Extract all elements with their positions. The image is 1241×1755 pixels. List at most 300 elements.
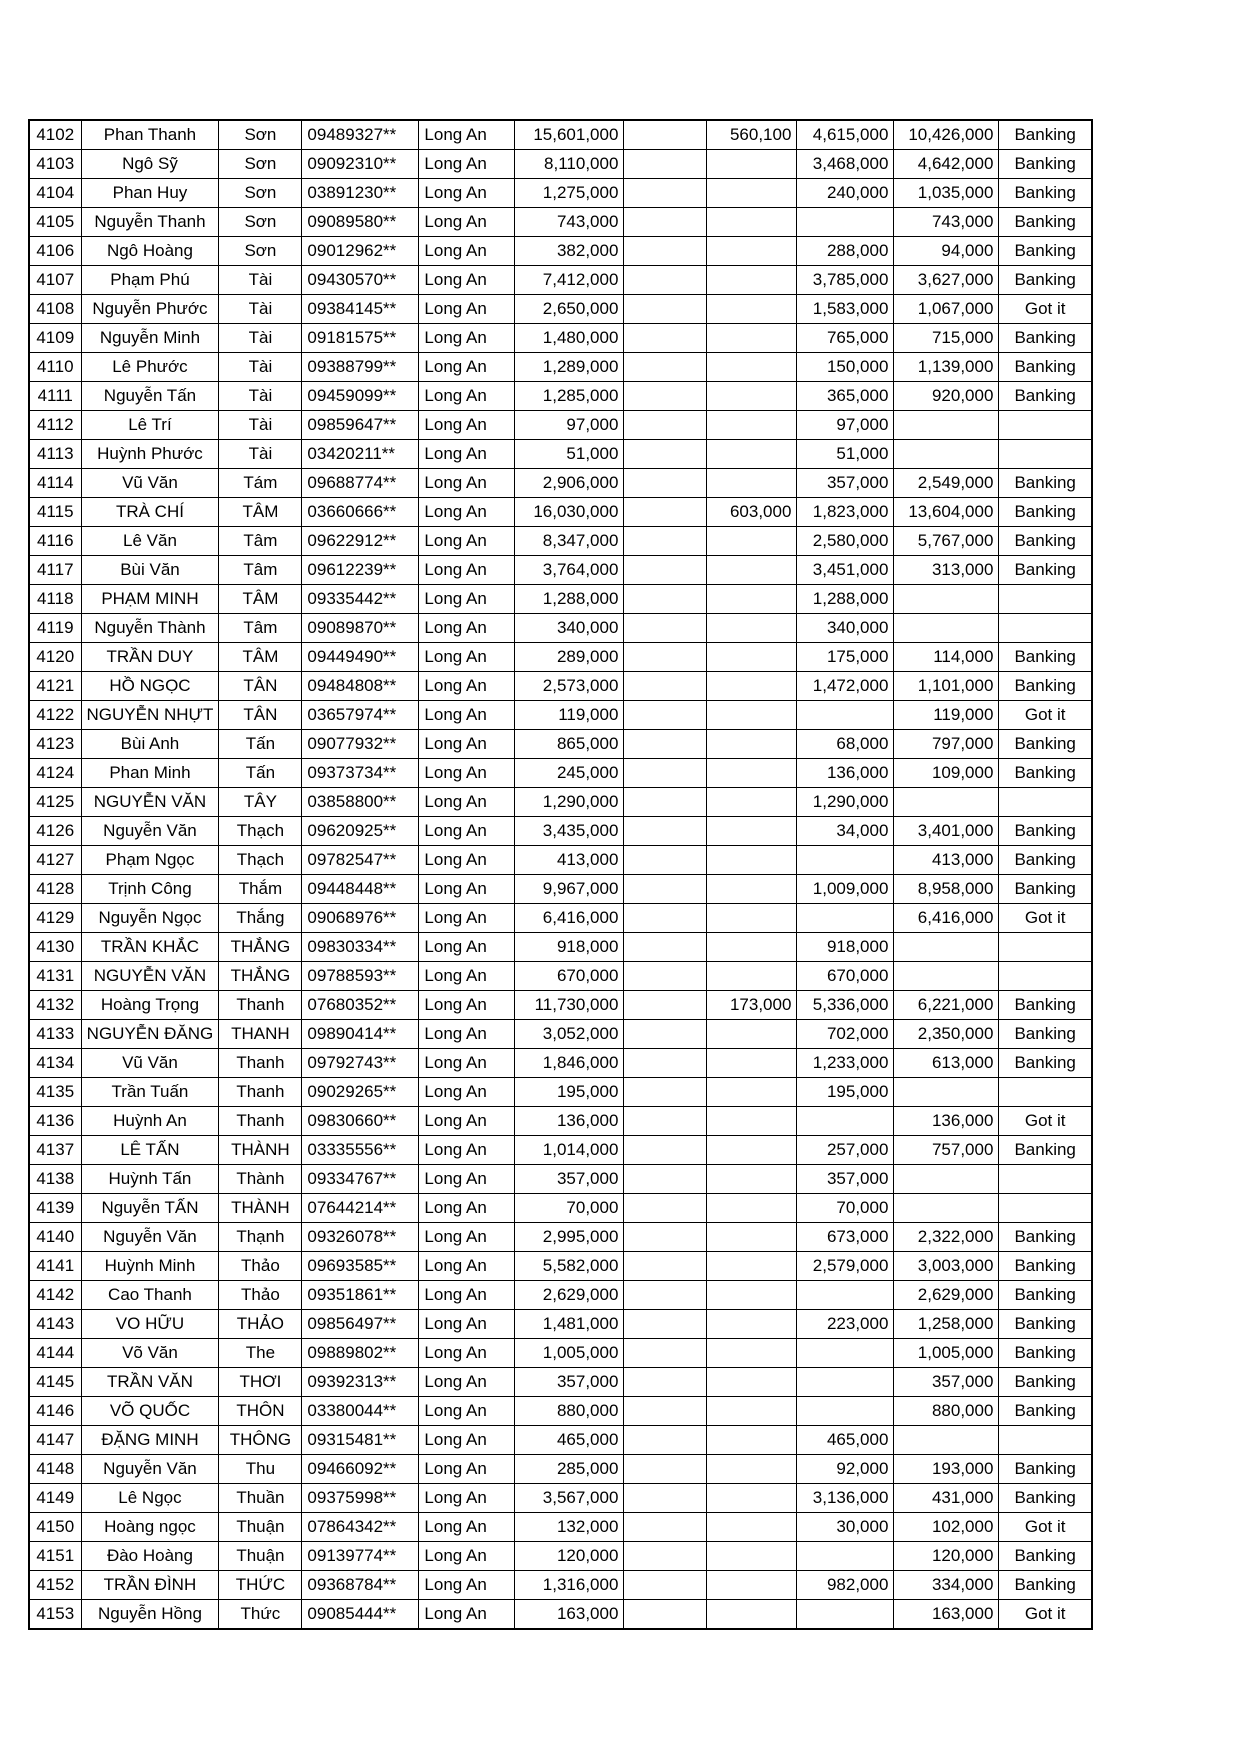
province-cell: Long An [419,846,515,875]
province-cell: Long An [419,1136,515,1165]
phone-cell: 09085444** [302,1600,419,1630]
amount-col-9-cell: 288,000 [797,237,894,266]
first-name-cell: Sơn [219,237,302,266]
total-amount-cell: 120,000 [515,1542,624,1571]
amount-col-7-cell [624,585,707,614]
amount-col-10-cell: 3,401,000 [894,817,999,846]
row-id-cell: 4110 [29,353,81,382]
amount-col-7-cell [624,1397,707,1426]
amount-col-7-cell [624,237,707,266]
amount-col-9-cell: 92,000 [797,1455,894,1484]
amount-col-10-cell [894,440,999,469]
first-name-cell: Thanh [219,1049,302,1078]
row-id-cell: 4151 [29,1542,81,1571]
province-cell: Long An [419,991,515,1020]
amount-col-10-cell: 797,000 [894,730,999,759]
amount-col-7-cell [624,1455,707,1484]
payment-method-cell: Banking [999,1223,1092,1252]
last-name-cell: Võ Văn [81,1339,219,1368]
amount-col-8-cell [707,933,797,962]
total-amount-cell: 1,480,000 [515,324,624,353]
amount-col-7-cell [624,1542,707,1571]
phone-cell: 09466092** [302,1455,419,1484]
total-amount-cell: 1,289,000 [515,353,624,382]
amount-col-10-cell: 10,426,000 [894,120,999,150]
table-row [29,875,1092,904]
amount-col-10-cell: 114,000 [894,643,999,672]
amount-col-9-cell: 765,000 [797,324,894,353]
payment-method-cell: Banking [999,469,1092,498]
phone-cell: 09384145** [302,295,419,324]
amount-col-10-cell: 757,000 [894,1136,999,1165]
amount-col-10-cell: 880,000 [894,1397,999,1426]
amount-col-8-cell [707,1339,797,1368]
row-id-cell: 4141 [29,1252,81,1281]
payment-method-cell: Got it [999,904,1092,933]
total-amount-cell: 9,967,000 [515,875,624,904]
total-amount-cell: 245,000 [515,759,624,788]
province-cell: Long An [419,701,515,730]
total-amount-cell: 163,000 [515,1600,624,1630]
phone-cell: 09830660** [302,1107,419,1136]
total-amount-cell: 2,573,000 [515,672,624,701]
payment-method-cell: Banking [999,266,1092,295]
amount-col-10-cell: 4,642,000 [894,150,999,179]
amount-col-10-cell: 3,627,000 [894,266,999,295]
first-name-cell: Thuận [219,1542,302,1571]
amount-col-9-cell: 2,580,000 [797,527,894,556]
row-id-cell: 4132 [29,991,81,1020]
amount-col-10-cell: 13,604,000 [894,498,999,527]
phone-cell: 09430570** [302,266,419,295]
amount-col-7-cell [624,353,707,382]
province-cell: Long An [419,1455,515,1484]
amount-col-8-cell [707,208,797,237]
amount-col-10-cell: 413,000 [894,846,999,875]
payment-method-cell: Banking [999,875,1092,904]
last-name-cell: Phạm Ngọc [81,846,219,875]
amount-col-7-cell [624,1049,707,1078]
amount-col-8-cell [707,1049,797,1078]
amount-col-10-cell: 1,067,000 [894,295,999,324]
last-name-cell: Nguyễn TẤN [81,1194,219,1223]
amount-col-7-cell [624,1020,707,1049]
table-row [29,1426,1092,1455]
table-row [29,730,1092,759]
amount-col-10-cell: 8,958,000 [894,875,999,904]
amount-col-9-cell: 240,000 [797,179,894,208]
total-amount-cell: 2,629,000 [515,1281,624,1310]
table-row [29,1542,1092,1571]
amount-col-10-cell: 2,350,000 [894,1020,999,1049]
province-cell: Long An [419,1368,515,1397]
last-name-cell: Bùi Văn [81,556,219,585]
last-name-cell: TRÀ CHÍ [81,498,219,527]
table-row [29,701,1092,730]
amount-col-10-cell: 6,221,000 [894,991,999,1020]
first-name-cell: Tâm [219,614,302,643]
total-amount-cell: 1,288,000 [515,585,624,614]
last-name-cell: Huỳnh An [81,1107,219,1136]
total-amount-cell: 1,285,000 [515,382,624,411]
amount-col-9-cell: 3,468,000 [797,150,894,179]
table-row [29,179,1092,208]
province-cell: Long An [419,614,515,643]
total-amount-cell: 880,000 [515,1397,624,1426]
amount-col-8-cell [707,1165,797,1194]
amount-col-9-cell: 4,615,000 [797,120,894,150]
amount-col-9-cell: 673,000 [797,1223,894,1252]
first-name-cell: THẮNG [219,933,302,962]
table-row [29,962,1092,991]
last-name-cell: Huỳnh Minh [81,1252,219,1281]
payment-method-cell [999,1194,1092,1223]
table-row [29,1310,1092,1339]
amount-col-10-cell: 743,000 [894,208,999,237]
payment-method-cell: Banking [999,1397,1092,1426]
phone-cell: 03660666** [302,498,419,527]
row-id-cell: 4128 [29,875,81,904]
amount-col-8-cell [707,527,797,556]
phone-cell: 09373734** [302,759,419,788]
row-id-cell: 4144 [29,1339,81,1368]
amount-col-10-cell: 357,000 [894,1368,999,1397]
row-id-cell: 4130 [29,933,81,962]
last-name-cell: NGUYỄN NHỰT [81,701,219,730]
last-name-cell: Nguyễn Thanh [81,208,219,237]
amount-col-7-cell [624,701,707,730]
province-cell: Long An [419,933,515,962]
payment-method-cell: Banking [999,643,1092,672]
table-row [29,1484,1092,1513]
amount-col-9-cell: 1,472,000 [797,672,894,701]
amount-col-9-cell: 2,579,000 [797,1252,894,1281]
row-id-cell: 4107 [29,266,81,295]
amount-col-9-cell: 34,000 [797,817,894,846]
total-amount-cell: 6,416,000 [515,904,624,933]
amount-col-9-cell: 3,451,000 [797,556,894,585]
amount-col-8-cell [707,846,797,875]
amount-col-9-cell: 70,000 [797,1194,894,1223]
row-id-cell: 4133 [29,1020,81,1049]
amount-col-8-cell [707,440,797,469]
amount-col-10-cell: 613,000 [894,1049,999,1078]
amount-col-7-cell [624,730,707,759]
amount-col-7-cell [624,150,707,179]
payment-method-cell: Banking [999,1136,1092,1165]
last-name-cell: NGUYỄN ĐĂNG [81,1020,219,1049]
amount-col-10-cell [894,962,999,991]
first-name-cell: Thạch [219,846,302,875]
province-cell: Long An [419,237,515,266]
amount-col-9-cell: 30,000 [797,1513,894,1542]
last-name-cell: Nguyễn Minh [81,324,219,353]
row-id-cell: 4105 [29,208,81,237]
payment-method-cell: Banking [999,1252,1092,1281]
row-id-cell: 4122 [29,701,81,730]
amount-col-8-cell: 603,000 [707,498,797,527]
province-cell: Long An [419,179,515,208]
province-cell: Long An [419,1020,515,1049]
phone-cell: 09856497** [302,1310,419,1339]
amount-col-10-cell: 163,000 [894,1600,999,1630]
payment-method-cell: Banking [999,759,1092,788]
amount-col-9-cell [797,904,894,933]
province-cell: Long An [419,295,515,324]
table-row [29,1281,1092,1310]
last-name-cell: HỒ NGỌC [81,672,219,701]
row-id-cell: 4111 [29,382,81,411]
amount-col-7-cell [624,846,707,875]
last-name-cell: Vũ Văn [81,469,219,498]
payment-method-cell: Banking [999,1571,1092,1600]
total-amount-cell: 1,275,000 [515,179,624,208]
amount-col-10-cell: 119,000 [894,701,999,730]
first-name-cell: Tài [219,440,302,469]
total-amount-cell: 8,110,000 [515,150,624,179]
amount-col-7-cell [624,614,707,643]
phone-cell: 09351861** [302,1281,419,1310]
first-name-cell: THẮNG [219,962,302,991]
amount-col-7-cell [624,1223,707,1252]
first-name-cell: Thu [219,1455,302,1484]
province-cell: Long An [419,1542,515,1571]
amount-col-7-cell [624,556,707,585]
amount-col-7-cell [624,1078,707,1107]
province-cell: Long An [419,817,515,846]
payment-method-cell: Banking [999,179,1092,208]
province-cell: Long An [419,875,515,904]
amount-col-8-cell [707,1310,797,1339]
first-name-cell: Thảo [219,1281,302,1310]
table-row [29,150,1092,179]
row-id-cell: 4115 [29,498,81,527]
payment-table [28,119,1093,1630]
amount-col-9-cell: 465,000 [797,1426,894,1455]
amount-col-8-cell: 560,100 [707,120,797,150]
total-amount-cell: 3,052,000 [515,1020,624,1049]
phone-cell: 03891230** [302,179,419,208]
payment-method-cell: Got it [999,295,1092,324]
total-amount-cell: 70,000 [515,1194,624,1223]
payment-method-cell [999,962,1092,991]
last-name-cell: Lê Phước [81,353,219,382]
amount-col-8-cell [707,1020,797,1049]
total-amount-cell: 865,000 [515,730,624,759]
amount-col-7-cell [624,1368,707,1397]
amount-col-10-cell: 2,629,000 [894,1281,999,1310]
first-name-cell: Thanh [219,991,302,1020]
amount-col-9-cell [797,1339,894,1368]
table-row [29,991,1092,1020]
amount-col-9-cell: 150,000 [797,353,894,382]
first-name-cell: Sơn [219,208,302,237]
amount-col-8-cell [707,1281,797,1310]
table-row [29,846,1092,875]
province-cell: Long An [419,353,515,382]
phone-cell: 09068976** [302,904,419,933]
amount-col-7-cell [624,1194,707,1223]
amount-col-9-cell: 670,000 [797,962,894,991]
row-id-cell: 4121 [29,672,81,701]
amount-col-8-cell [707,614,797,643]
row-id-cell: 4126 [29,817,81,846]
first-name-cell: Tài [219,266,302,295]
total-amount-cell: 2,650,000 [515,295,624,324]
amount-col-9-cell [797,1368,894,1397]
table-row [29,266,1092,295]
amount-col-7-cell [624,991,707,1020]
province-cell: Long An [419,1339,515,1368]
phone-cell: 09012962** [302,237,419,266]
table-row [29,1571,1092,1600]
amount-col-8-cell [707,237,797,266]
first-name-cell: Tài [219,353,302,382]
amount-col-10-cell: 2,322,000 [894,1223,999,1252]
province-cell: Long An [419,120,515,150]
amount-col-9-cell: 223,000 [797,1310,894,1339]
amount-col-8-cell [707,411,797,440]
total-amount-cell: 119,000 [515,701,624,730]
table-row [29,1136,1092,1165]
amount-col-10-cell: 313,000 [894,556,999,585]
last-name-cell: Vũ Văn [81,1049,219,1078]
table-row [29,672,1092,701]
amount-col-9-cell: 3,785,000 [797,266,894,295]
amount-col-9-cell: 3,136,000 [797,1484,894,1513]
table-row [29,1020,1092,1049]
last-name-cell: Trần Tuấn [81,1078,219,1107]
last-name-cell: Ngô Hoàng [81,237,219,266]
table-row [29,237,1092,266]
amount-col-10-cell: 1,101,000 [894,672,999,701]
payment-method-cell: Banking [999,353,1092,382]
first-name-cell: Thành [219,1165,302,1194]
phone-cell: 09092310** [302,150,419,179]
first-name-cell: Sơn [219,120,302,150]
payment-method-cell [999,1165,1092,1194]
amount-col-8-cell [707,295,797,324]
table-row [29,817,1092,846]
first-name-cell: Thanh [219,1107,302,1136]
total-amount-cell: 670,000 [515,962,624,991]
first-name-cell: Sơn [219,179,302,208]
amount-col-7-cell [624,440,707,469]
first-name-cell: The [219,1339,302,1368]
payment-method-cell: Banking [999,1368,1092,1397]
amount-col-8-cell [707,324,797,353]
table-row [29,527,1092,556]
amount-col-8-cell [707,266,797,295]
total-amount-cell: 357,000 [515,1165,624,1194]
amount-col-7-cell [624,1426,707,1455]
first-name-cell: Tám [219,469,302,498]
table-row [29,1165,1092,1194]
amount-col-9-cell [797,1397,894,1426]
first-name-cell: Thắng [219,904,302,933]
amount-col-10-cell: 136,000 [894,1107,999,1136]
province-cell: Long An [419,411,515,440]
phone-cell: 09077932** [302,730,419,759]
amount-col-7-cell [624,875,707,904]
phone-cell: 09459099** [302,382,419,411]
amount-col-7-cell [624,817,707,846]
phone-cell: 09089870** [302,614,419,643]
amount-col-8-cell: 173,000 [707,991,797,1020]
last-name-cell: Phan Thanh [81,120,219,150]
row-id-cell: 4106 [29,237,81,266]
province-cell: Long An [419,962,515,991]
table-row [29,933,1092,962]
phone-cell: 09782547** [302,846,419,875]
row-id-cell: 4134 [29,1049,81,1078]
total-amount-cell: 357,000 [515,1368,624,1397]
table-row [29,498,1092,527]
table-row [29,1194,1092,1223]
total-amount-cell: 413,000 [515,846,624,875]
payment-method-cell: Got it [999,1600,1092,1630]
first-name-cell: Tấn [219,759,302,788]
phone-cell: 03657974** [302,701,419,730]
amount-col-9-cell [797,1281,894,1310]
payment-method-cell: Banking [999,1281,1092,1310]
first-name-cell: THANH [219,1020,302,1049]
row-id-cell: 4129 [29,904,81,933]
province-cell: Long An [419,1281,515,1310]
phone-cell: 09688774** [302,469,419,498]
amount-col-9-cell: 918,000 [797,933,894,962]
amount-col-7-cell [624,266,707,295]
payment-method-cell [999,788,1092,817]
amount-col-8-cell [707,1542,797,1571]
phone-cell: 09334767** [302,1165,419,1194]
province-cell: Long An [419,672,515,701]
total-amount-cell: 3,764,000 [515,556,624,585]
total-amount-cell: 2,906,000 [515,469,624,498]
amount-col-9-cell: 175,000 [797,643,894,672]
table-row [29,353,1092,382]
amount-col-9-cell: 1,583,000 [797,295,894,324]
first-name-cell: TÂY [219,788,302,817]
amount-col-8-cell [707,788,797,817]
amount-col-10-cell [894,788,999,817]
last-name-cell: Hoàng ngọc [81,1513,219,1542]
payment-method-cell: Got it [999,1107,1092,1136]
amount-col-9-cell: 365,000 [797,382,894,411]
amount-col-7-cell [624,527,707,556]
amount-col-8-cell [707,1426,797,1455]
total-amount-cell: 2,995,000 [515,1223,624,1252]
phone-cell: 09392313** [302,1368,419,1397]
amount-col-10-cell: 1,139,000 [894,353,999,382]
first-name-cell: TÂM [219,585,302,614]
province-cell: Long An [419,324,515,353]
first-name-cell: Thanh [219,1078,302,1107]
row-id-cell: 4112 [29,411,81,440]
table-row [29,759,1092,788]
payment-method-cell [999,933,1092,962]
amount-col-7-cell [624,962,707,991]
row-id-cell: 4125 [29,788,81,817]
row-id-cell: 4119 [29,614,81,643]
first-name-cell: TÂM [219,498,302,527]
province-cell: Long An [419,208,515,237]
province-cell: Long An [419,1571,515,1600]
last-name-cell: Huỳnh Tấn [81,1165,219,1194]
first-name-cell: Thuần [219,1484,302,1513]
table-row [29,120,1092,150]
amount-col-10-cell [894,1426,999,1455]
